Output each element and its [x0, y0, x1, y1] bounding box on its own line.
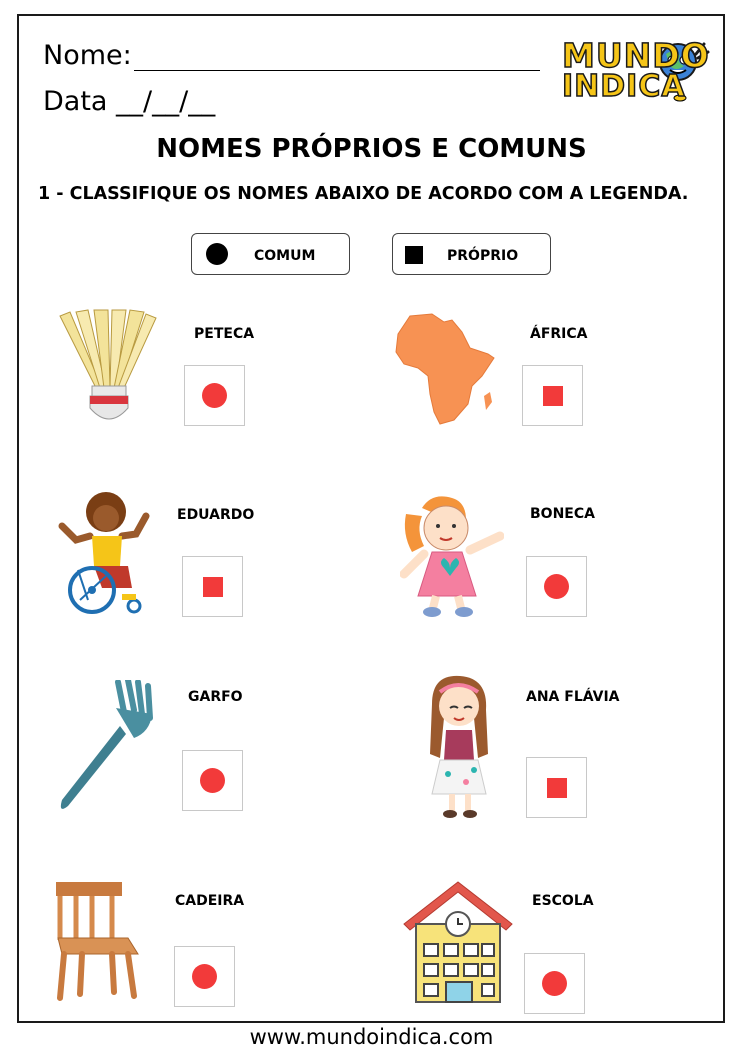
item-word: BONECA: [530, 506, 595, 522]
item-word: PETECA: [194, 326, 255, 342]
name-field[interactable]: [43, 40, 540, 71]
shuttlecock-icon: [56, 308, 158, 430]
item-word: ESCOLA: [532, 893, 594, 909]
answer-box[interactable]: [526, 757, 587, 818]
square-mark-icon: [543, 386, 563, 406]
page-title: NOMES PRÓPRIOS E COMUNS: [156, 134, 587, 164]
item-word: ANA FLÁVIA: [526, 689, 620, 705]
item-word: EDUARDO: [177, 507, 255, 523]
school-building-icon: [402, 880, 514, 1006]
circle-mark-icon: [200, 768, 225, 793]
circle-mark-icon: [542, 971, 567, 996]
answer-box[interactable]: [182, 750, 243, 811]
circle-mark-icon: [192, 964, 217, 989]
circle-mark-icon: [544, 574, 569, 599]
boy-wheelchair-icon: [58, 490, 152, 618]
name-blank-line[interactable]: [134, 42, 540, 71]
footer-url[interactable]: www.mundoindica.com: [249, 1025, 494, 1049]
circle-symbol-icon: [206, 243, 228, 265]
legend-proprio: [392, 233, 551, 275]
instruction-text: 1 - CLASSIFIQUE OS NOMES ABAIXO DE ACORDO COM A LEGENDA.: [38, 184, 689, 204]
item-word: GARFO: [188, 689, 243, 705]
fork-icon: [58, 680, 154, 814]
chair-icon: [52, 880, 142, 1002]
square-mark-icon: [547, 778, 567, 798]
africa-map-icon: [392, 312, 496, 428]
answer-box[interactable]: [182, 556, 243, 617]
doll-icon: [400, 490, 504, 618]
legend-proprio-label: PRÓPRIO: [447, 248, 519, 264]
answer-box[interactable]: [184, 365, 245, 426]
name-label: Nome:: [43, 40, 132, 71]
answer-box[interactable]: [524, 953, 585, 1014]
item-word: ÁFRICA: [530, 326, 588, 342]
logo-line2: INDICA: [562, 69, 686, 104]
legend-comum: [191, 233, 350, 275]
answer-box[interactable]: [526, 556, 587, 617]
square-symbol-icon: [405, 246, 423, 264]
answer-box[interactable]: [522, 365, 583, 426]
legend-comum-label: COMUM: [254, 248, 316, 264]
answer-box[interactable]: [174, 946, 235, 1007]
logo-line1: MUNDO: [562, 36, 710, 75]
square-mark-icon: [203, 577, 223, 597]
date-field[interactable]: Data __/__/__: [43, 86, 216, 117]
item-word: CADEIRA: [175, 893, 245, 909]
girl-icon: [418, 674, 500, 822]
circle-mark-icon: [202, 383, 227, 408]
logo: [560, 36, 710, 104]
